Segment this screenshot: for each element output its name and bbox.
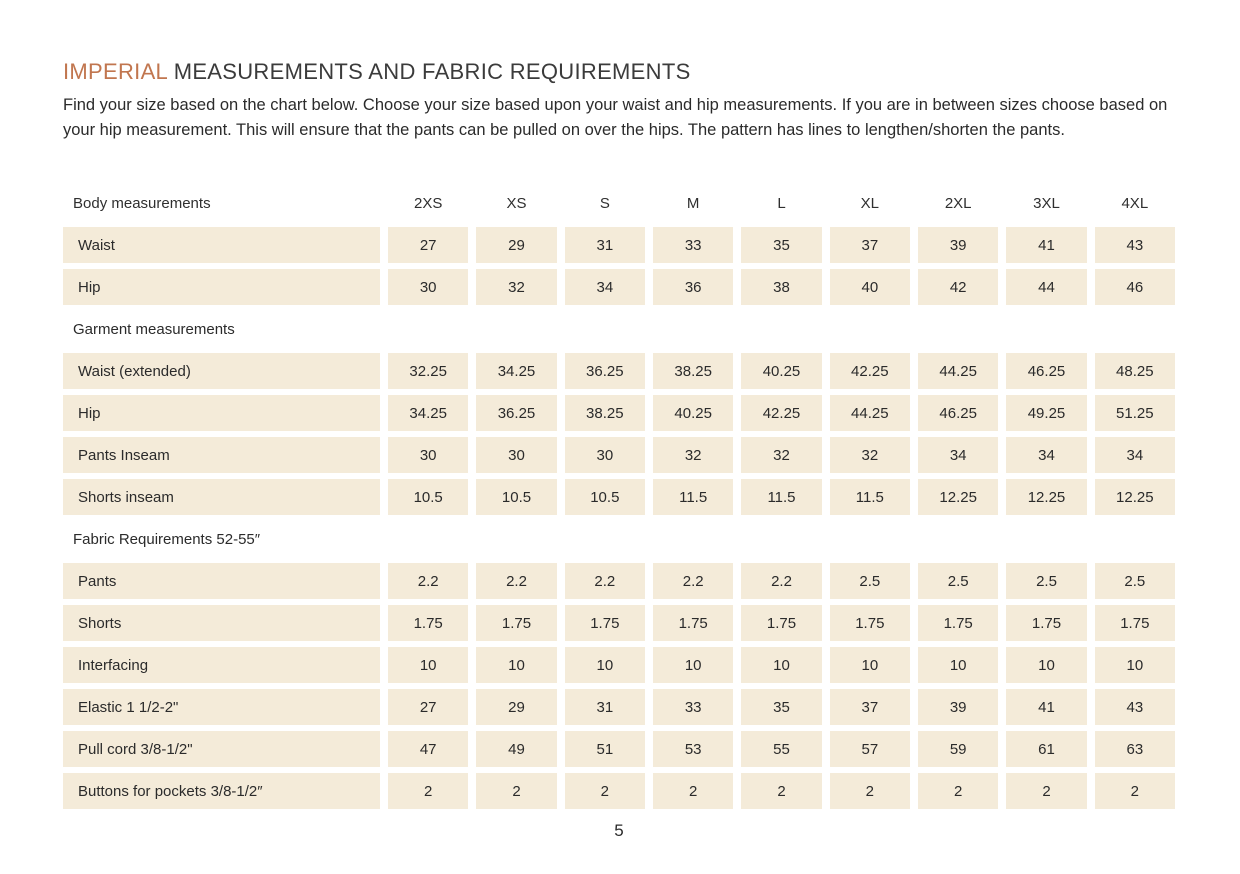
value-cell: 34	[1095, 437, 1175, 473]
value-cell: 35	[741, 227, 821, 263]
row-label: Shorts	[63, 605, 380, 641]
value-cell: 10	[565, 647, 645, 683]
value-cell: 10	[1006, 647, 1086, 683]
value-cell: 38.25	[653, 353, 733, 389]
size-column-header: S	[599, 194, 610, 212]
value-cell: 30	[476, 437, 556, 473]
value-cell: 48.25	[1095, 353, 1175, 389]
value-cell: 10	[388, 647, 468, 683]
page-title-rest: MEASUREMENTS AND FABRIC REQUIREMENTS	[167, 59, 691, 84]
value-cell: 2.5	[918, 563, 998, 599]
value-cell: 41	[1006, 689, 1086, 725]
table-row	[63, 647, 1175, 683]
section-heading: Fabric Requirements 52-55″	[73, 530, 261, 548]
value-cell: 44.25	[918, 353, 998, 389]
table-row	[63, 269, 1175, 305]
value-cell: 2.2	[476, 563, 556, 599]
value-cell: 1.75	[918, 605, 998, 641]
value-cell: 1.75	[1006, 605, 1086, 641]
value-cell: 46	[1095, 269, 1175, 305]
value-cell: 30	[388, 437, 468, 473]
value-cell: 12.25	[1006, 479, 1086, 515]
value-cell: 44	[1006, 269, 1086, 305]
section-heading: Garment measurements	[73, 320, 235, 338]
value-cell: 30	[565, 437, 645, 473]
row-label: Waist	[63, 227, 380, 263]
value-cell: 10	[741, 647, 821, 683]
value-cell: 10	[476, 647, 556, 683]
row-label: Shorts inseam	[63, 479, 380, 515]
value-cell: 2	[741, 773, 821, 809]
value-cell: 34	[918, 437, 998, 473]
value-cell: 40.25	[653, 395, 733, 431]
value-cell: 10.5	[476, 479, 556, 515]
value-cell: 12.25	[918, 479, 998, 515]
value-cell: 32	[741, 437, 821, 473]
value-cell: 11.5	[830, 479, 910, 515]
value-cell: 1.75	[653, 605, 733, 641]
value-cell: 10	[653, 647, 733, 683]
value-cell: 51.25	[1095, 395, 1175, 431]
row-label: Pull cord 3/8-1/2"	[63, 731, 380, 767]
value-cell: 12.25	[1095, 479, 1175, 515]
value-cell: 63	[1095, 731, 1175, 767]
table-header-label: Body measurements	[73, 194, 211, 212]
value-cell: 10.5	[565, 479, 645, 515]
value-cell: 46.25	[918, 395, 998, 431]
value-cell: 33	[653, 227, 733, 263]
value-cell: 36	[653, 269, 733, 305]
row-label: Buttons for pockets 3/8-1/2″	[63, 773, 380, 809]
value-cell: 27	[388, 227, 468, 263]
value-cell: 42.25	[830, 353, 910, 389]
table-row	[63, 605, 1175, 641]
value-cell: 49.25	[1006, 395, 1086, 431]
value-cell: 35	[741, 689, 821, 725]
table-row	[63, 353, 1175, 389]
value-cell: 46.25	[1006, 353, 1086, 389]
value-cell: 1.75	[741, 605, 821, 641]
value-cell: 40.25	[741, 353, 821, 389]
value-cell: 2.5	[1006, 563, 1086, 599]
value-cell: 1.75	[388, 605, 468, 641]
size-column-header: 4XL	[1121, 194, 1149, 212]
size-table	[63, 185, 1175, 809]
value-cell: 2	[653, 773, 733, 809]
table-row	[63, 227, 1175, 263]
value-cell: 31	[565, 227, 645, 263]
table-row	[63, 395, 1175, 431]
value-cell: 51	[565, 731, 645, 767]
value-cell: 57	[830, 731, 910, 767]
page-number: 5	[614, 821, 624, 840]
value-cell: 53	[653, 731, 733, 767]
value-cell: 2	[830, 773, 910, 809]
value-cell: 11.5	[653, 479, 733, 515]
size-column-header: XL	[860, 194, 879, 212]
value-cell: 61	[1006, 731, 1086, 767]
table-row	[63, 563, 1175, 599]
row-label: Hip	[63, 395, 380, 431]
value-cell: 37	[830, 689, 910, 725]
row-label: Interfacing	[63, 647, 380, 683]
value-cell: 10	[1095, 647, 1175, 683]
value-cell: 33	[653, 689, 733, 725]
value-cell: 27	[388, 689, 468, 725]
value-cell: 2.2	[388, 563, 468, 599]
value-cell: 2	[476, 773, 556, 809]
value-cell: 59	[918, 731, 998, 767]
value-cell: 10.5	[388, 479, 468, 515]
value-cell: 31	[565, 689, 645, 725]
page-title	[63, 58, 1177, 86]
value-cell: 44.25	[830, 395, 910, 431]
value-cell: 2.2	[653, 563, 733, 599]
value-cell: 2	[1006, 773, 1086, 809]
value-cell: 40	[830, 269, 910, 305]
value-cell: 29	[476, 227, 556, 263]
table-row	[63, 773, 1175, 809]
table-header-row	[63, 185, 1175, 221]
row-label: Waist (extended)	[63, 353, 380, 389]
value-cell: 36.25	[565, 353, 645, 389]
value-cell: 42	[918, 269, 998, 305]
value-cell: 34	[565, 269, 645, 305]
size-column-header: M	[686, 194, 700, 212]
table-row	[63, 437, 1175, 473]
table-row	[63, 731, 1175, 767]
value-cell: 34.25	[476, 353, 556, 389]
value-cell: 1.75	[565, 605, 645, 641]
value-cell: 10	[918, 647, 998, 683]
value-cell: 49	[476, 731, 556, 767]
value-cell: 43	[1095, 227, 1175, 263]
value-cell: 38.25	[565, 395, 645, 431]
value-cell: 2.2	[565, 563, 645, 599]
value-cell: 32	[653, 437, 733, 473]
size-column-header: 2XS	[413, 194, 443, 212]
value-cell: 43	[1095, 689, 1175, 725]
value-cell: 1.75	[830, 605, 910, 641]
value-cell: 11.5	[741, 479, 821, 515]
size-column-header: L	[777, 194, 786, 212]
value-cell: 39	[918, 689, 998, 725]
value-cell: 2.2	[741, 563, 821, 599]
value-cell: 2	[565, 773, 645, 809]
value-cell: 34	[1006, 437, 1086, 473]
row-label: Pants Inseam	[63, 437, 380, 473]
size-column-header: 3XL	[1033, 194, 1060, 212]
value-cell: 36.25	[476, 395, 556, 431]
value-cell: 32	[476, 269, 556, 305]
size-column-header: XS	[506, 194, 527, 212]
size-column-header: 2XL	[944, 194, 972, 212]
value-cell: 1.75	[1095, 605, 1175, 641]
row-label: Elastic 1 1/2-2"	[63, 689, 380, 725]
value-cell: 2.5	[1095, 563, 1175, 599]
value-cell: 2	[388, 773, 468, 809]
table-row	[63, 479, 1175, 515]
value-cell: 2	[1095, 773, 1175, 809]
row-label: Pants	[63, 563, 380, 599]
value-cell: 32.25	[388, 353, 468, 389]
value-cell: 10	[830, 647, 910, 683]
value-cell: 2.5	[830, 563, 910, 599]
table-row	[63, 689, 1175, 725]
row-label: Hip	[63, 269, 380, 305]
value-cell: 47	[388, 731, 468, 767]
value-cell: 32	[830, 437, 910, 473]
value-cell: 37	[830, 227, 910, 263]
intro-paragraph: Find your size based on the chart below. Choose your size based upon your waist and hip measurements. If you are in between sizes choose based on your hip measurement. This will ensure that the pants can be pulled on over the hips. The pattern has lines to lengthen/shorten the pants.	[63, 96, 1168, 139]
value-cell: 34.25	[388, 395, 468, 431]
page-title-accent: IMPERIAL	[63, 59, 168, 84]
value-cell: 38	[741, 269, 821, 305]
value-cell: 2	[918, 773, 998, 809]
value-cell: 30	[388, 269, 468, 305]
value-cell: 1.75	[476, 605, 556, 641]
value-cell: 55	[741, 731, 821, 767]
value-cell: 29	[476, 689, 556, 725]
value-cell: 42.25	[741, 395, 821, 431]
value-cell: 39	[918, 227, 998, 263]
value-cell: 41	[1006, 227, 1086, 263]
